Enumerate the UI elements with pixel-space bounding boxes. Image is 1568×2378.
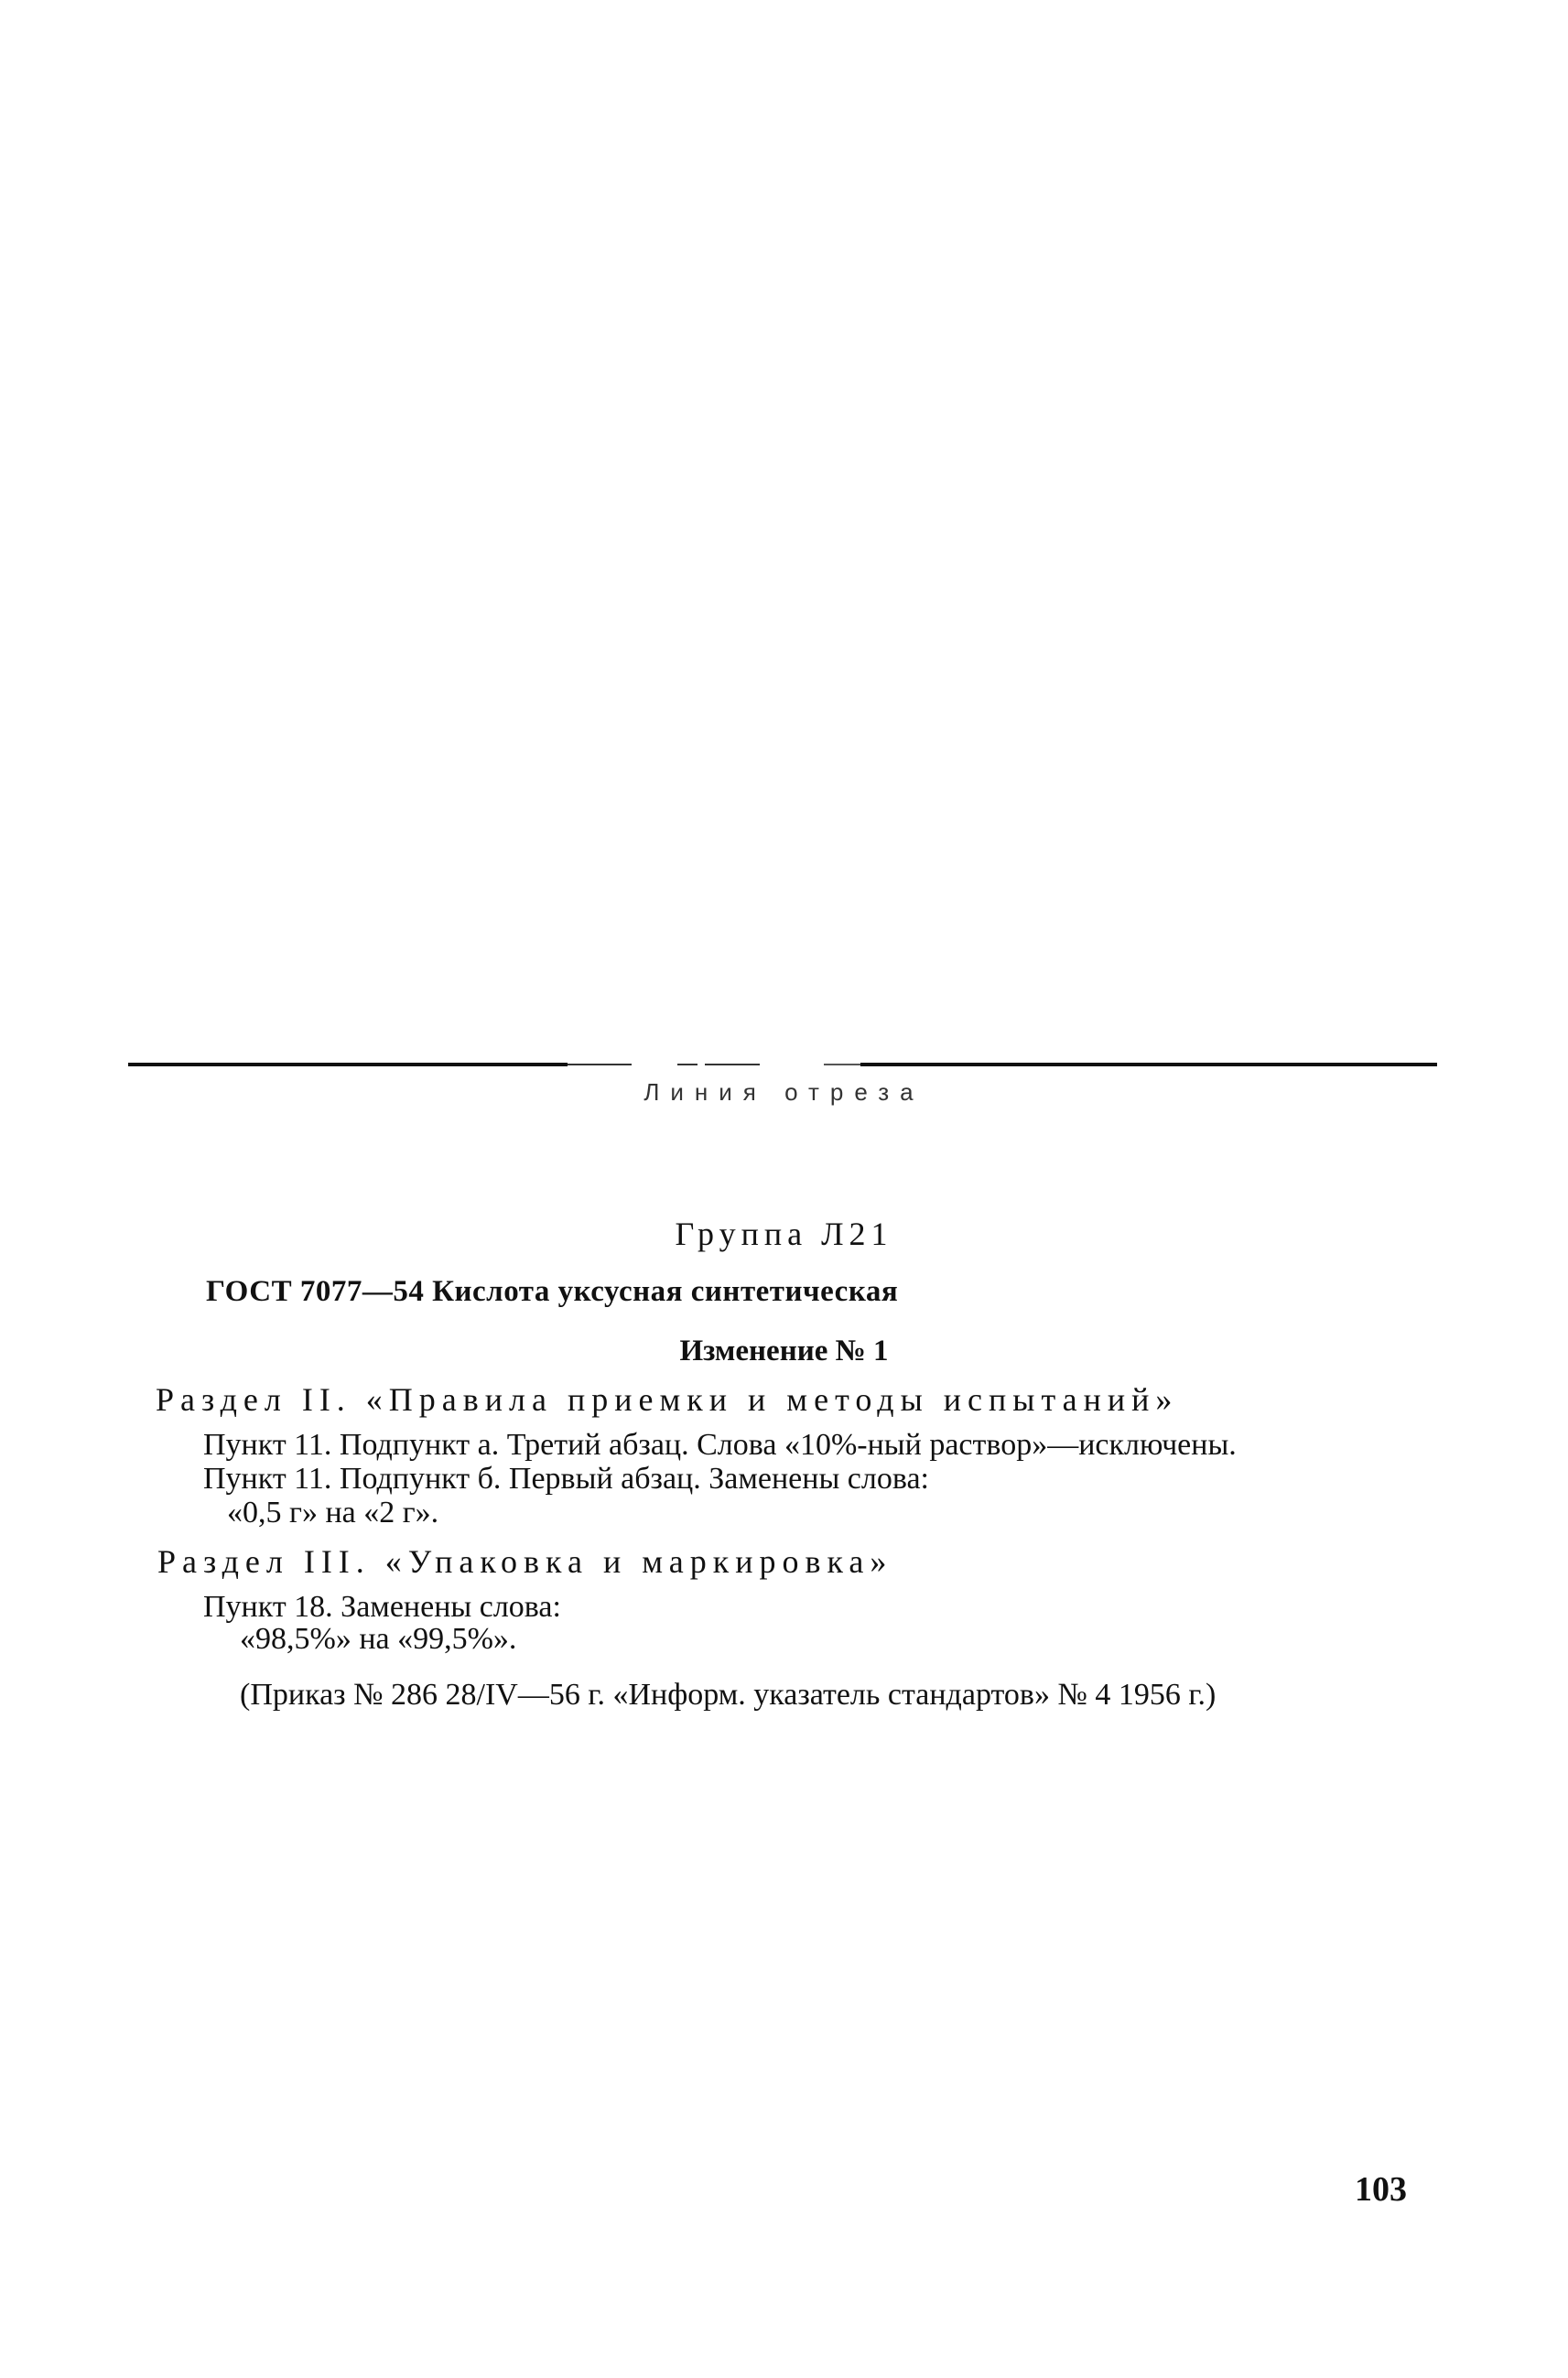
- order-note: (Приказ № 286 28/IV—56 г. «Информ. указатель стандартов» № 4 1956 г.): [240, 1678, 1217, 1712]
- section-3-item-2: «98,5%» на «99,5%».: [240, 1622, 517, 1656]
- section-2-item-2: Пункт 11. Подпункт б. Первый абзац. Заменены слова:: [203, 1462, 930, 1496]
- cut-line: [128, 1062, 1437, 1067]
- cut-line-caption: Линия отреза: [643, 1078, 925, 1106]
- page-number: 103: [1355, 2170, 1407, 2209]
- section-2-item-1: Пункт 11. Подпункт а. Третий абзац. Слова «10%-ный раствор»—исключены.: [203, 1428, 1237, 1462]
- section-2-item-3: «0,5 г» на «2 г».: [227, 1496, 439, 1529]
- cut-line-rule: [128, 1062, 1437, 1067]
- change-title: Изменение № 1: [679, 1335, 889, 1367]
- section-heading-2: Раздел II. «Правила приемки и методы испытаний»: [156, 1381, 1179, 1418]
- gost-title: ГОСТ 7077—54 Кислота уксусная синтетическая: [206, 1275, 899, 1308]
- section-heading-3: Раздел III. «Упаковка и маркировка»: [157, 1543, 893, 1580]
- group-code: Группа Л21: [675, 1216, 893, 1252]
- section-3-item-1: Пункт 18. Заменены слова:: [203, 1590, 561, 1624]
